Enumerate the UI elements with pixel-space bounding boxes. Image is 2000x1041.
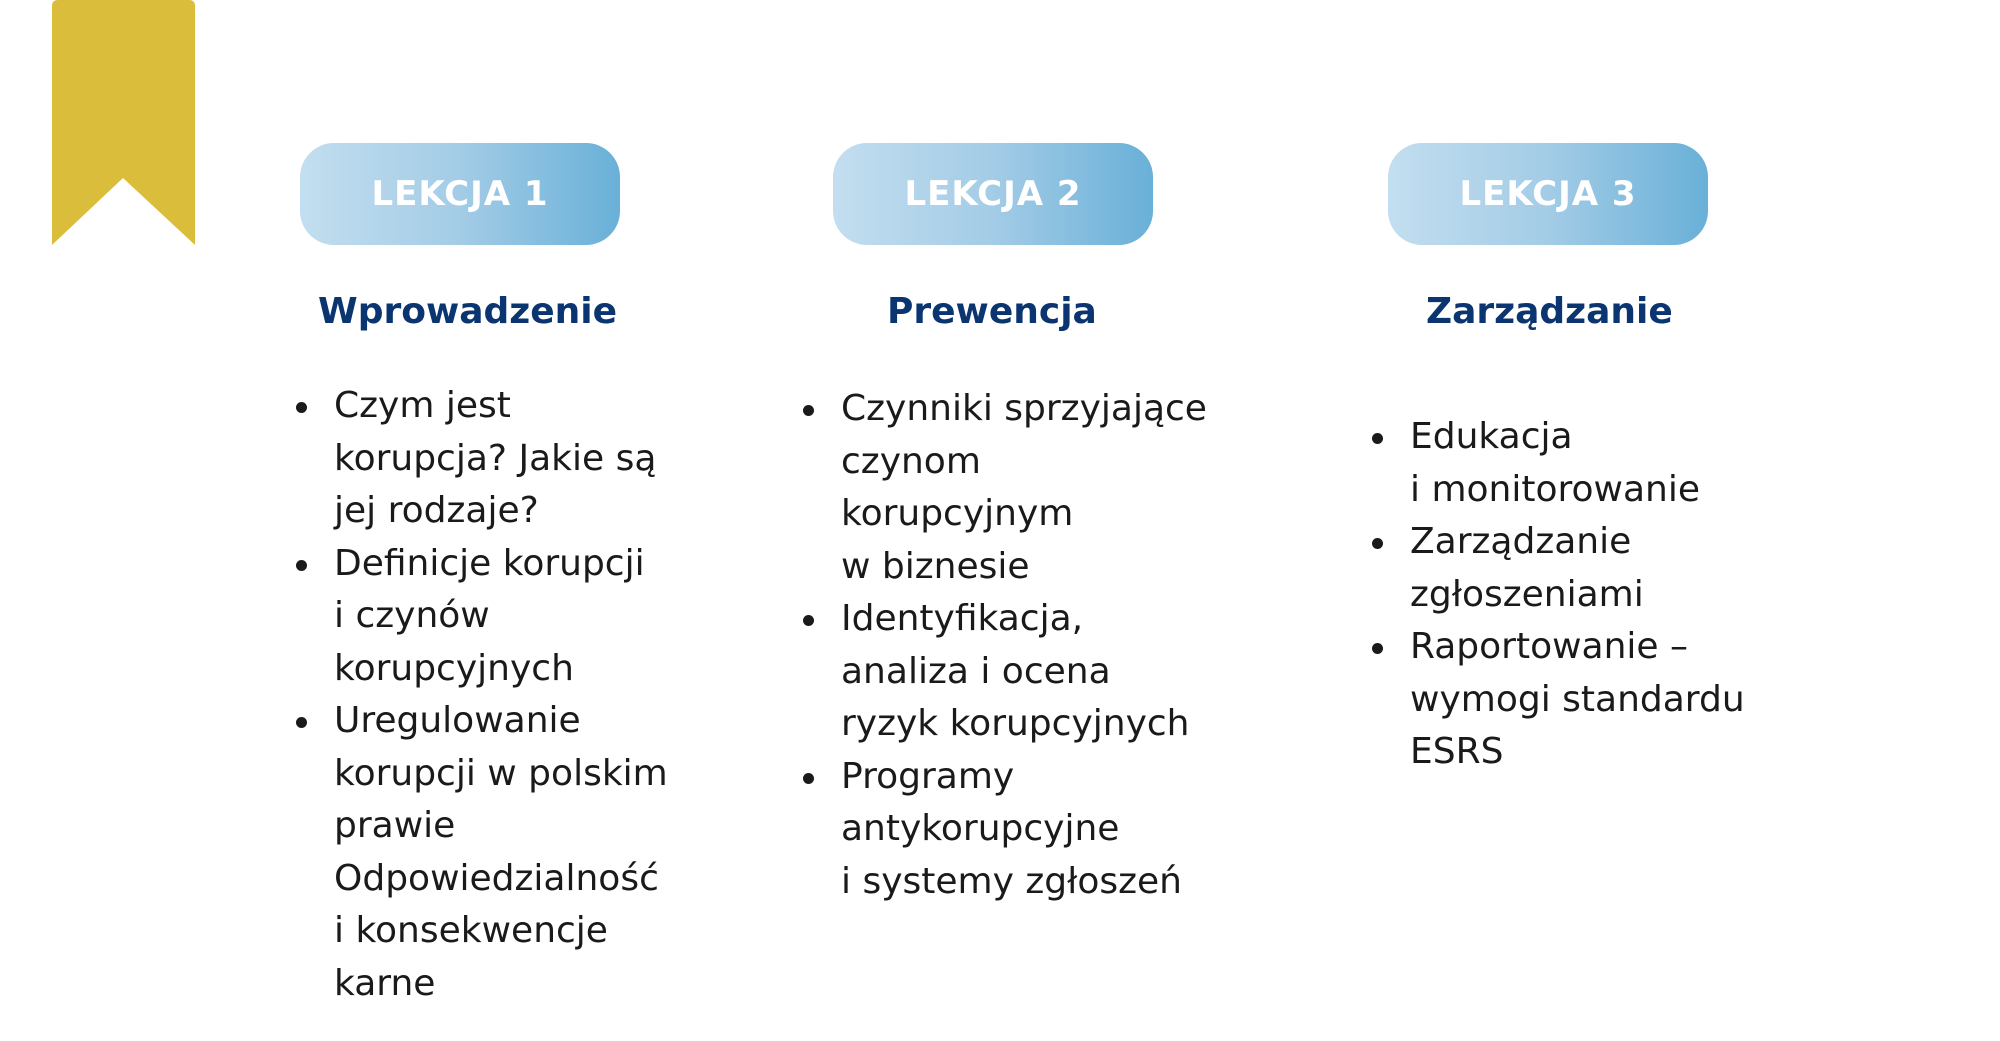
lesson-3-topic-list <box>1372 411 1792 779</box>
list-item: Edukacja i monitorowanie <box>1372 411 1792 516</box>
lesson-title-3: Zarządzanie <box>1426 291 1673 332</box>
list-item: Czynniki sprzyjające czynom korupcyjnym w biznesie <box>803 383 1223 593</box>
list-item: Programy antykorupcyjne i systemy zgłoszeń <box>803 751 1223 909</box>
list-item: Definicje korupcji i czynów korupcyjnych <box>296 538 716 696</box>
lesson-2-topic-list <box>803 383 1223 908</box>
lesson-1-topic-list <box>296 380 716 1010</box>
lesson-title-1: Wprowadzenie <box>318 291 618 332</box>
list-item: Zarządzanie zgłoszeniami <box>1372 516 1792 621</box>
list-item: Identyfikacja, analiza i ocena ryzyk korupcyjnych <box>803 593 1223 751</box>
lesson-badge-1: LEKCJA 1 <box>300 143 620 245</box>
bookmark-ribbon-icon <box>52 0 195 245</box>
list-item: Uregulowanie korupcji w polskim prawie Odpowiedzialność i konsekwencje karne <box>296 695 716 1010</box>
lesson-title-2: Prewencja <box>887 291 1097 332</box>
lesson-badge-2: LEKCJA 2 <box>833 143 1153 245</box>
list-item: Czym jest korupcja? Jakie są jej rodzaje? <box>296 380 716 538</box>
list-item: Raportowanie – wymogi standardu ESRS <box>1372 621 1792 779</box>
lesson-badge-3: LEKCJA 3 <box>1388 143 1708 245</box>
